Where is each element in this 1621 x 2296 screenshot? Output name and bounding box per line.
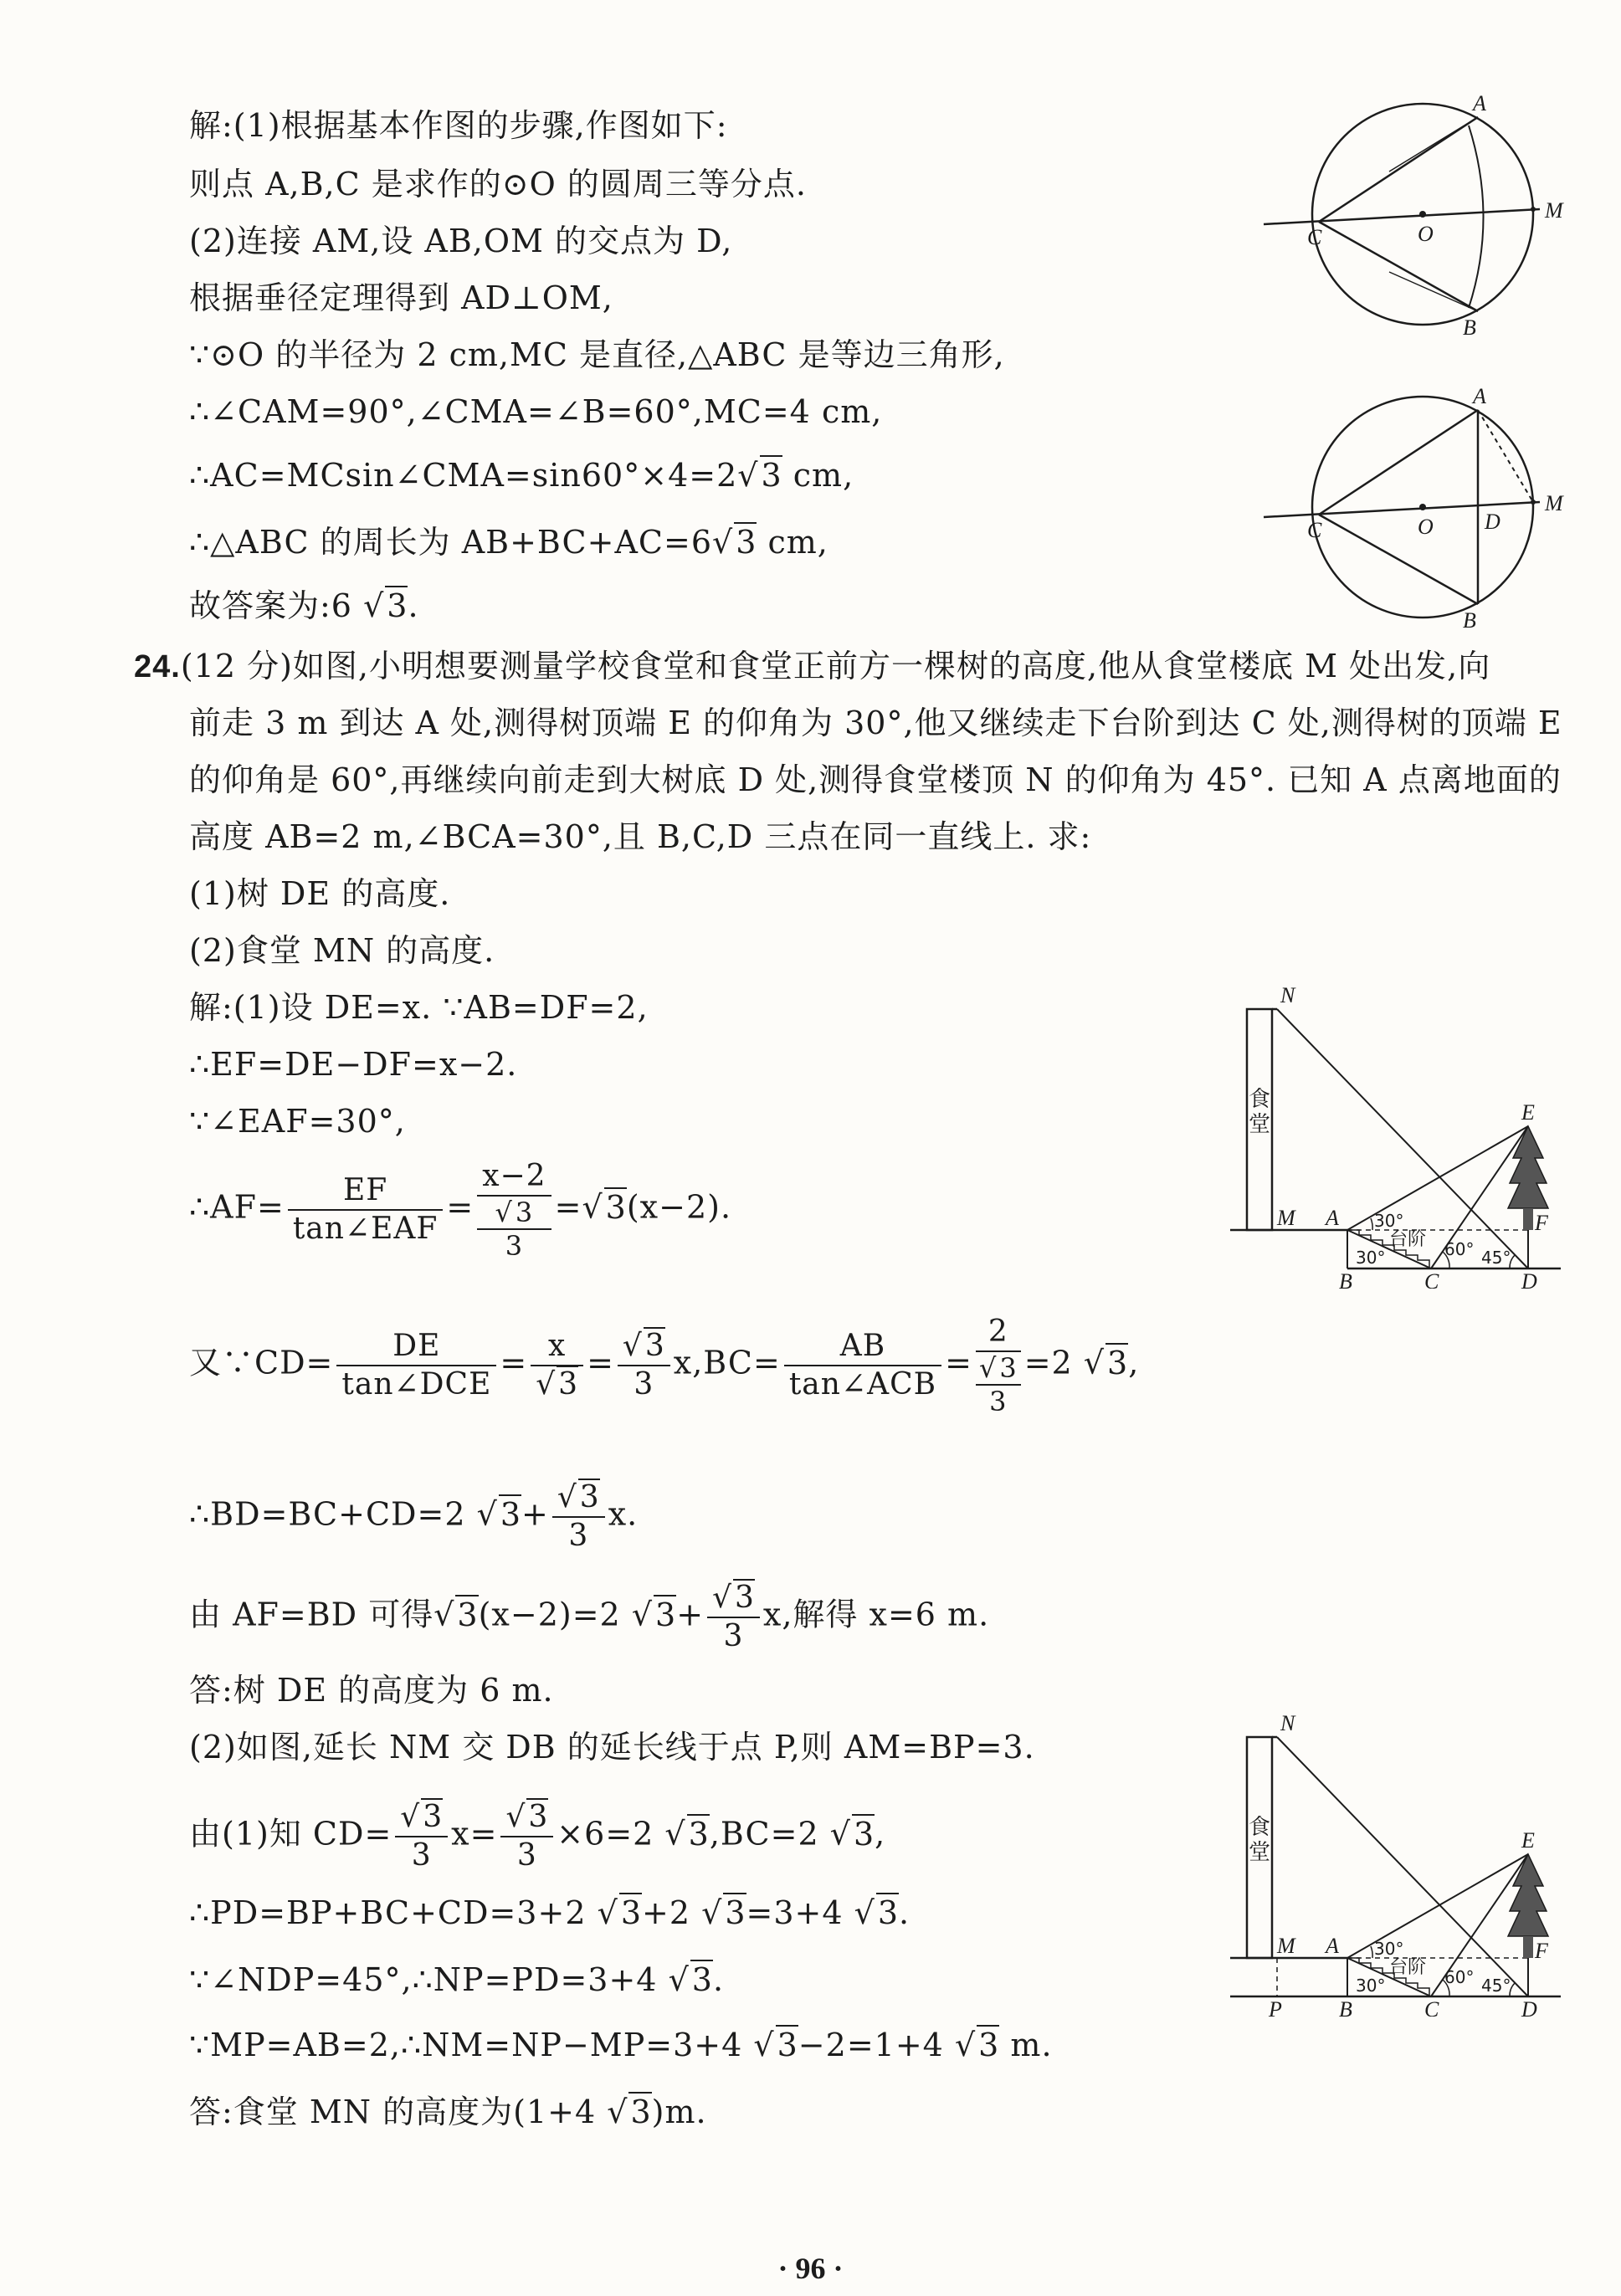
label-A: A bbox=[1326, 1206, 1339, 1230]
q24-line2: 前走 3 m 到达 A 处,测得树顶端 E 的仰角为 30°,他又继续走下台阶到达 C 处,测得树的顶端 E bbox=[189, 705, 1562, 741]
s24-line3: ∵∠EAF=30°, bbox=[189, 1103, 406, 1140]
label-C: C bbox=[1424, 1997, 1439, 2017]
s23-line3: (2)连接 AM,设 AB,OM 的交点为 D, bbox=[189, 223, 733, 259]
s23-line2: 则点 A,B,C 是求作的⊙O 的圆周三等分点. bbox=[189, 166, 807, 202]
angle-60: 60° bbox=[1444, 1967, 1475, 1987]
s23-line9: 故答案为:6 √3. bbox=[189, 587, 419, 624]
label-M: M bbox=[1545, 198, 1563, 223]
s23-line1: 解:(1)根据基本作图的步骤,作图如下: bbox=[189, 107, 728, 144]
s24-line6: ∴BD=BC+CD=2 √3+ $\frac{√3}{3}$ x. bbox=[189, 1480, 639, 1553]
angle-30-top: 30° bbox=[1374, 1211, 1404, 1231]
circle-figure-1 bbox=[1255, 92, 1565, 335]
label-C: C bbox=[1307, 225, 1322, 249]
s24-line8: 答:树 DE 的高度为 6 m. bbox=[189, 1672, 554, 1709]
label-E: E bbox=[1521, 1100, 1535, 1125]
angle-30-top: 30° bbox=[1374, 1939, 1404, 1959]
label-C: C bbox=[1424, 1269, 1439, 1289]
s24-line4: ∴AF= $\frac{EF}{\text{tan∠EAF}}$ = x−2 √3 3 =√3(x−2). bbox=[189, 1159, 732, 1262]
s23-line4: 根据垂径定理得到 AD⊥OM, bbox=[189, 279, 613, 316]
label-A: A bbox=[1473, 385, 1486, 408]
angle-60: 60° bbox=[1444, 1239, 1475, 1259]
label-B: B bbox=[1463, 608, 1476, 628]
canteen-label-1: 食 bbox=[1249, 1087, 1271, 1112]
label-M: M bbox=[1545, 491, 1563, 515]
label-D: D bbox=[1521, 1269, 1537, 1289]
label-M: M bbox=[1277, 1206, 1295, 1230]
label-F: F bbox=[1535, 1939, 1548, 1963]
label-D: D bbox=[1485, 510, 1500, 534]
label-O: O bbox=[1418, 222, 1434, 246]
s23-line8: ∴△ABC 的周长为 AB+BC+AC=6√3 cm, bbox=[189, 524, 828, 561]
s24-line1: 解:(1)设 DE=x. ∵AB=DF=2, bbox=[189, 989, 649, 1026]
angle-30-bottom: 30° bbox=[1356, 1248, 1386, 1268]
label-F: F bbox=[1535, 1211, 1548, 1235]
angle-45: 45° bbox=[1481, 1248, 1511, 1268]
s24-line11: ∴PD=BP+BC+CD=3+2 √3+2 √3=3+4 √3. bbox=[189, 1894, 911, 1931]
label-M: M bbox=[1277, 1934, 1295, 1958]
label-A: A bbox=[1326, 1934, 1339, 1958]
label-B: B bbox=[1463, 315, 1476, 335]
q24-line3: 的仰角是 60°,再继续向前走到大树底 D 处,测得食堂楼顶 N 的仰角为 45°. 已知 A 点离地面的 bbox=[189, 761, 1562, 798]
s23-line5: ∵⊙O 的半径为 2 cm,MC 是直径,△ABC 是等边三角形, bbox=[189, 336, 1005, 373]
label-N: N bbox=[1280, 983, 1295, 1007]
label-P: P bbox=[1269, 1997, 1282, 2017]
label-E: E bbox=[1521, 1828, 1535, 1853]
canteen-label-1: 食 bbox=[1249, 1815, 1271, 1840]
page-number: · 96 · bbox=[777, 2252, 844, 2285]
label-A: A bbox=[1473, 92, 1486, 115]
q24-sub1: (1)树 DE 的高度. bbox=[189, 875, 451, 912]
building-figure-2 bbox=[1230, 1707, 1565, 2017]
angle-30-bottom: 30° bbox=[1356, 1976, 1386, 1996]
label-O: O bbox=[1418, 515, 1434, 539]
s24-line5: 又∵CD= $\frac{DE}{\text{tan∠DCE}}$ = $\frac{x}{√3}$ = $\frac{√3}{3}$ x,BC= $\frac{AB}{\text{tan∠ACB}}$ = 2 √3 3 =2 √3, bbox=[189, 1315, 1140, 1417]
s24-line10: 由(1)知 CD= $\frac{√3}{3}$ x= $\frac{√3}{3}$ ×6=2 √3,BC=2 √3, bbox=[189, 1800, 886, 1873]
canteen-label-2: 堂 bbox=[1249, 1112, 1271, 1137]
steps-label: 台阶 bbox=[1389, 1957, 1427, 1978]
canteen-label-2: 堂 bbox=[1249, 1840, 1271, 1865]
building-figure-1 bbox=[1230, 979, 1565, 1289]
label-D: D bbox=[1521, 1997, 1537, 2017]
s24-line13: ∵MP=AB=2,∴NM=NP−MP=3+4 √3−2=1+4 √3 m. bbox=[189, 2027, 1053, 2063]
s23-line6: ∴∠CAM=90°,∠CMA=∠B=60°,MC=4 cm, bbox=[189, 393, 883, 430]
label-N: N bbox=[1280, 1711, 1295, 1735]
label-B: B bbox=[1339, 1269, 1352, 1289]
s24-line9: (2)如图,延长 NM 交 DB 的延长线于点 P,则 AM=BP=3. bbox=[189, 1729, 1035, 1766]
s24-line7: 由 AF=BD 可得√3(x−2)=2 √3+ $\frac{√3}{3}$ x,解得 x=6 m. bbox=[189, 1581, 990, 1653]
label-B: B bbox=[1339, 1997, 1352, 2017]
label-C: C bbox=[1307, 518, 1322, 542]
s24-line2: ∴EF=DE−DF=x−2. bbox=[189, 1046, 518, 1083]
q24-line1: 24.(12 分)如图,小明想要测量学校食堂和食堂正前方一棵树的高度,他从食堂楼底 M 处出发,向 bbox=[134, 648, 1491, 684]
s24-line14: 答:食堂 MN 的高度为(1+4 √3)m. bbox=[189, 2094, 707, 2130]
angle-45: 45° bbox=[1481, 1976, 1511, 1996]
q24-line4: 高度 AB=2 m,∠BCA=30°,且 B,C,D 三点在同一直线上. 求: bbox=[189, 818, 1092, 855]
s24-line12: ∵∠NDP=45°,∴NP=PD=3+4 √3. bbox=[189, 1961, 725, 1998]
circle-figure-2 bbox=[1255, 385, 1565, 628]
q24-sub2: (2)食堂 MN 的高度. bbox=[189, 932, 495, 969]
s23-line7: ∴AC=MCsin∠CMA=sin60°×4=2√3 cm, bbox=[189, 457, 854, 494]
steps-label: 台阶 bbox=[1389, 1229, 1427, 1250]
